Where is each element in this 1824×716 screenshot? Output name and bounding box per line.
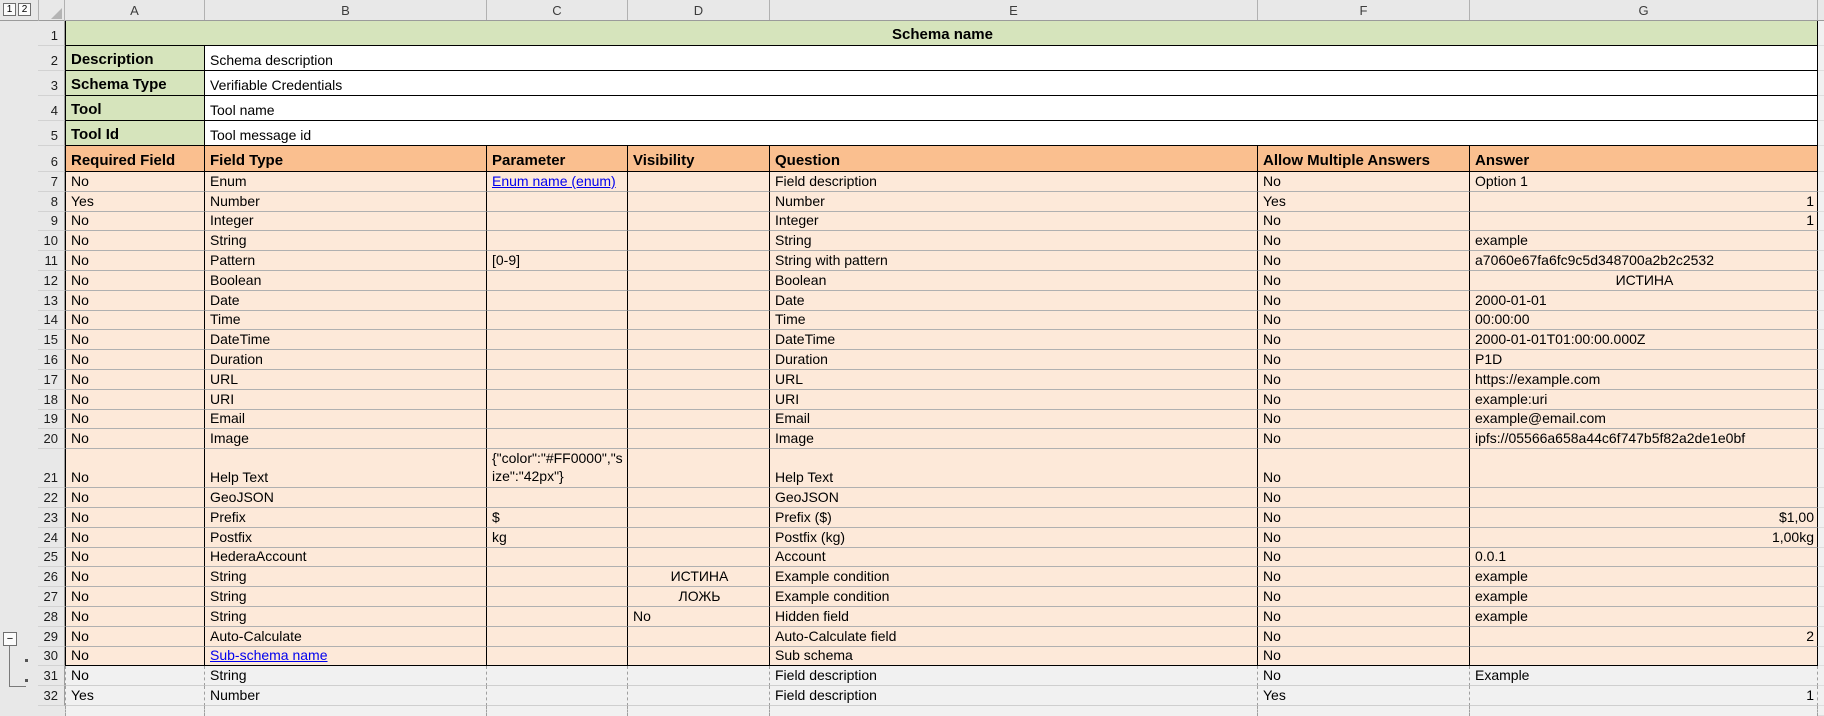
- cell-D16[interactable]: [628, 350, 770, 370]
- cell-E31[interactable]: Field description: [770, 666, 1258, 686]
- sheet-edge-strip: [1818, 706, 1824, 716]
- row-header-25[interactable]: 25: [38, 548, 65, 568]
- cell-B12[interactable]: Boolean: [205, 271, 487, 291]
- row-header-23[interactable]: 23: [38, 508, 65, 528]
- cell-D20[interactable]: [628, 429, 770, 449]
- cell-F29[interactable]: No: [1258, 627, 1470, 647]
- cell-D31[interactable]: [628, 666, 770, 686]
- cell-C11[interactable]: [0-9]: [487, 251, 628, 271]
- cell-A12[interactable]: No: [65, 271, 205, 291]
- row-header-17[interactable]: 17: [38, 370, 65, 390]
- cell-E20[interactable]: Image: [770, 429, 1258, 449]
- row-header-24[interactable]: 24: [38, 528, 65, 548]
- cell-A1-schema-name[interactable]: Schema name: [65, 21, 1818, 46]
- cell-B24[interactable]: Postfix: [205, 528, 487, 548]
- cell-D7[interactable]: [628, 172, 770, 192]
- cell-E11[interactable]: String with pattern: [770, 251, 1258, 271]
- cell-D27[interactable]: ЛОЖЬ: [628, 587, 770, 607]
- cell-G30[interactable]: [1470, 647, 1818, 667]
- cell-B29[interactable]: Auto-Calculate: [205, 627, 487, 647]
- sheet-edge-strip: [1818, 429, 1824, 449]
- sheet-background: [628, 706, 770, 716]
- sheet-edge-strip: [1818, 370, 1824, 390]
- cell-E32[interactable]: Field description: [770, 686, 1258, 706]
- row-header-14[interactable]: 14: [38, 311, 65, 331]
- cell-F22[interactable]: No: [1258, 488, 1470, 508]
- cell-F16[interactable]: No: [1258, 350, 1470, 370]
- row-header-12[interactable]: 12: [38, 271, 65, 291]
- cell-E15[interactable]: DateTime: [770, 330, 1258, 350]
- row-header-30[interactable]: 30: [38, 647, 65, 667]
- cell-B4[interactable]: Tool name: [205, 96, 1818, 121]
- cell-B16[interactable]: Duration: [205, 350, 487, 370]
- cell-E23[interactable]: Prefix ($): [770, 508, 1258, 528]
- cell-A23[interactable]: No: [65, 508, 205, 528]
- row-header-7[interactable]: 7: [38, 172, 65, 192]
- cell-G31[interactable]: Example: [1470, 666, 1818, 686]
- column-header-B[interactable]: B: [205, 0, 487, 20]
- cell-A24[interactable]: No: [65, 528, 205, 548]
- cell-E26[interactable]: Example condition: [770, 567, 1258, 587]
- sheet-edge-strip: [1818, 587, 1824, 607]
- cell-A21[interactable]: No: [65, 449, 205, 488]
- row-header-31[interactable]: 31: [38, 666, 65, 686]
- cell-G11[interactable]: a7060e67fa6fc9c5d348700a2b2c2532: [1470, 251, 1818, 271]
- cell-C28[interactable]: [487, 607, 628, 627]
- sheet-edge-strip: [1818, 488, 1824, 508]
- cell-B10[interactable]: String: [205, 231, 487, 251]
- outline-collapse-button[interactable]: −: [3, 632, 17, 646]
- cell-C20[interactable]: [487, 429, 628, 449]
- cell-E9[interactable]: Integer: [770, 212, 1258, 232]
- cell-D6-header[interactable]: Visibility: [628, 146, 770, 172]
- sheet-edge-strip: [1818, 647, 1824, 667]
- cell-F8[interactable]: Yes: [1258, 192, 1470, 212]
- sheet-edge-strip: [1818, 567, 1824, 587]
- cell-E8[interactable]: Number: [770, 192, 1258, 212]
- row-header-11[interactable]: 11: [38, 251, 65, 271]
- sheet-edge-strip: [1818, 528, 1824, 548]
- cell-B32[interactable]: Number: [205, 686, 487, 706]
- cell-G13[interactable]: 2000-01-01: [1470, 291, 1818, 311]
- sheet-edge-strip: [1818, 686, 1824, 706]
- cell-A4[interactable]: Tool: [65, 96, 205, 121]
- column-header-strip: [0, 0, 1824, 21]
- sheet-edge-strip: [1818, 271, 1824, 291]
- cell-D18[interactable]: [628, 390, 770, 410]
- column-header-G[interactable]: G: [1470, 0, 1818, 20]
- cell-A31[interactable]: No: [65, 666, 205, 686]
- cell-E24[interactable]: Postfix (kg): [770, 528, 1258, 548]
- cell-C31[interactable]: [487, 666, 628, 686]
- cell-D25[interactable]: [628, 548, 770, 568]
- cell-G25[interactable]: 0.0.1: [1470, 548, 1818, 568]
- cell-C15[interactable]: [487, 330, 628, 350]
- cell-E25[interactable]: Account: [770, 548, 1258, 568]
- sheet-background: [1470, 706, 1818, 716]
- sheet-edge-strip: [1818, 390, 1824, 410]
- cell-G7[interactable]: Option 1: [1470, 172, 1818, 192]
- cell-C27[interactable]: [487, 587, 628, 607]
- cell-G24[interactable]: 1,00kg: [1470, 528, 1818, 548]
- cell-B25[interactable]: HederaAccount: [205, 548, 487, 568]
- cell-B11[interactable]: Pattern: [205, 251, 487, 271]
- outline-level-1-button[interactable]: 1: [3, 3, 16, 16]
- row-header-16[interactable]: 16: [38, 350, 65, 370]
- cell-G16[interactable]: P1D: [1470, 350, 1818, 370]
- cell-B5[interactable]: Tool message id: [205, 121, 1818, 146]
- sheet-edge-strip: [1818, 311, 1824, 331]
- cell-D10[interactable]: [628, 231, 770, 251]
- cell-A8[interactable]: Yes: [65, 192, 205, 212]
- cell-A15[interactable]: No: [65, 330, 205, 350]
- cell-A27[interactable]: No: [65, 587, 205, 607]
- sheet-edge-strip: [1818, 212, 1824, 232]
- select-all-triangle-icon: [51, 8, 62, 19]
- cell-B3[interactable]: Verifiable Credentials: [205, 71, 1818, 96]
- cell-D26[interactable]: ИСТИНА: [628, 567, 770, 587]
- row-header-19[interactable]: 19: [38, 410, 65, 430]
- cell-C32[interactable]: [487, 686, 628, 706]
- cell-A25[interactable]: No: [65, 548, 205, 568]
- cell-C19[interactable]: [487, 410, 628, 430]
- cell-D29[interactable]: [628, 627, 770, 647]
- sheet-edge-strip: [1818, 508, 1824, 528]
- cell-C23[interactable]: $: [487, 508, 628, 528]
- cell-E22[interactable]: GeoJSON: [770, 488, 1258, 508]
- sheet-edge-strip: [1818, 291, 1824, 311]
- cell-F6-header[interactable]: Allow Multiple Answers: [1258, 146, 1470, 172]
- cell-A10[interactable]: No: [65, 231, 205, 251]
- row-header-22[interactable]: 22: [38, 488, 65, 508]
- cell-G23[interactable]: $1,00: [1470, 508, 1818, 528]
- cell-G17[interactable]: https://example.com: [1470, 370, 1818, 390]
- row-header-6[interactable]: 6: [38, 146, 65, 172]
- cell-G27[interactable]: example: [1470, 587, 1818, 607]
- cell-G32[interactable]: 1: [1470, 686, 1818, 706]
- cell-F25[interactable]: No: [1258, 548, 1470, 568]
- cell-G9[interactable]: 1: [1470, 212, 1818, 232]
- cell-D12[interactable]: [628, 271, 770, 291]
- cell-A11[interactable]: No: [65, 251, 205, 271]
- cell-A14[interactable]: No: [65, 311, 205, 331]
- cell-C7[interactable]: Enum name (enum): [487, 172, 628, 192]
- sheet-background: [65, 706, 205, 716]
- cell-A17[interactable]: No: [65, 370, 205, 390]
- sheet-edge-strip: [1818, 627, 1824, 647]
- cell-C16[interactable]: [487, 350, 628, 370]
- cell-D17[interactable]: [628, 370, 770, 390]
- sheet-edge-strip: [1818, 231, 1824, 251]
- sheet-background: [487, 706, 628, 716]
- cell-A26[interactable]: No: [65, 567, 205, 587]
- cell-F24[interactable]: No: [1258, 528, 1470, 548]
- cell-E21[interactable]: Help Text: [770, 449, 1258, 488]
- outline-bracket-foot: [9, 686, 26, 687]
- sheet-edge-strip: [1818, 607, 1824, 627]
- column-header-A[interactable]: A: [65, 0, 205, 20]
- cell-B20[interactable]: Image: [205, 429, 487, 449]
- cell-G19[interactable]: example@email.com: [1470, 410, 1818, 430]
- cell-C10[interactable]: [487, 231, 628, 251]
- cell-E28[interactable]: Hidden field: [770, 607, 1258, 627]
- cell-A5[interactable]: Tool Id: [65, 121, 205, 146]
- row-header-8[interactable]: 8: [38, 192, 65, 212]
- outline-bracket-line: [9, 646, 10, 686]
- sheet-edge-strip: [1818, 121, 1824, 146]
- cell-E13[interactable]: Date: [770, 291, 1258, 311]
- cell-A6-header[interactable]: Required Field: [65, 146, 205, 172]
- cell-C30[interactable]: [487, 647, 628, 667]
- cell-B6-header[interactable]: Field Type: [205, 146, 487, 172]
- cell-D28[interactable]: No: [628, 607, 770, 627]
- cell-B13[interactable]: Date: [205, 291, 487, 311]
- cell-F26[interactable]: No: [1258, 567, 1470, 587]
- row-header-5[interactable]: 5: [38, 121, 65, 146]
- cell-A32[interactable]: Yes: [65, 686, 205, 706]
- cell-G21[interactable]: [1470, 449, 1818, 488]
- cell-F10[interactable]: No: [1258, 231, 1470, 251]
- cell-G15[interactable]: 2000-01-01T01:00:00.000Z: [1470, 330, 1818, 350]
- cell-G6-header[interactable]: Answer: [1470, 146, 1818, 172]
- sheet-edge-strip: [1818, 172, 1824, 192]
- cell-F28[interactable]: No: [1258, 607, 1470, 627]
- cell-B23[interactable]: Prefix: [205, 508, 487, 528]
- cell-F12[interactable]: No: [1258, 271, 1470, 291]
- cell-F30[interactable]: No: [1258, 647, 1470, 667]
- cell-A29[interactable]: No: [65, 627, 205, 647]
- outline-level-2-button[interactable]: 2: [18, 3, 31, 16]
- row-header-18[interactable]: 18: [38, 390, 65, 410]
- row-header-9[interactable]: 9: [38, 212, 65, 232]
- sheet-background: [205, 706, 487, 716]
- cell-E16[interactable]: Duration: [770, 350, 1258, 370]
- row-header-15[interactable]: 15: [38, 330, 65, 350]
- cell-F11[interactable]: No: [1258, 251, 1470, 271]
- sheet-edge-strip: [1818, 192, 1824, 212]
- cell-F19[interactable]: No: [1258, 410, 1470, 430]
- cell-A13[interactable]: No: [65, 291, 205, 311]
- cell-C14[interactable]: [487, 311, 628, 331]
- select-all-corner[interactable]: [38, 0, 65, 21]
- row-header-13[interactable]: 13: [38, 291, 65, 311]
- cell-A7[interactable]: No: [65, 172, 205, 192]
- sheet-edge-strip: [1818, 46, 1824, 71]
- cell-B14[interactable]: Time: [205, 311, 487, 331]
- row-header-26[interactable]: 26: [38, 567, 65, 587]
- row-header-32[interactable]: 32: [38, 686, 65, 706]
- sheet-edge-strip: [1818, 449, 1824, 488]
- row-header-27[interactable]: 27: [38, 587, 65, 607]
- cell-G14[interactable]: 00:00:00: [1470, 311, 1818, 331]
- cell-D19[interactable]: [628, 410, 770, 430]
- row-header-4[interactable]: 4: [38, 96, 65, 121]
- column-header-D[interactable]: D: [628, 0, 770, 20]
- cell-C22[interactable]: [487, 488, 628, 508]
- cell-F17[interactable]: No: [1258, 370, 1470, 390]
- sheet-edge-strip: [1818, 96, 1824, 121]
- cell-A16[interactable]: No: [65, 350, 205, 370]
- outline-dot: [25, 679, 28, 682]
- cell-F32[interactable]: Yes: [1258, 686, 1470, 706]
- cell-D13[interactable]: [628, 291, 770, 311]
- cell-G20[interactable]: ipfs://05566a658a44c6f747b5f82a2de1e0bf: [1470, 429, 1818, 449]
- cell-G29[interactable]: 2: [1470, 627, 1818, 647]
- column-header-F[interactable]: F: [1258, 0, 1470, 20]
- cell-C13[interactable]: [487, 291, 628, 311]
- cell-D23[interactable]: [628, 508, 770, 528]
- cell-C9[interactable]: [487, 212, 628, 232]
- cell-B8[interactable]: Number: [205, 192, 487, 212]
- cell-D9[interactable]: [628, 212, 770, 232]
- row-header-2[interactable]: 2: [38, 46, 65, 71]
- cell-D32[interactable]: [628, 686, 770, 706]
- sheet-edge-strip: [1818, 410, 1824, 430]
- cell-E27[interactable]: Example condition: [770, 587, 1258, 607]
- column-header-C[interactable]: C: [487, 0, 628, 20]
- cell-C12[interactable]: [487, 271, 628, 291]
- cell-E14[interactable]: Time: [770, 311, 1258, 331]
- cell-D21[interactable]: [628, 449, 770, 488]
- cell-E6-header[interactable]: Question: [770, 146, 1258, 172]
- cell-G12[interactable]: ИСТИНА: [1470, 271, 1818, 291]
- cell-B27[interactable]: String: [205, 587, 487, 607]
- cell-E17[interactable]: URL: [770, 370, 1258, 390]
- cell-E7[interactable]: Field description: [770, 172, 1258, 192]
- outline-dot: [25, 659, 28, 662]
- row-header-28[interactable]: 28: [38, 607, 65, 627]
- cell-E19[interactable]: Email: [770, 410, 1258, 430]
- sheet-background: [770, 706, 1258, 716]
- cell-B19[interactable]: Email: [205, 410, 487, 430]
- cell-C24[interactable]: kg: [487, 528, 628, 548]
- cell-C21[interactable]: {"color":"#FF0000","size":"42px"}: [487, 449, 628, 488]
- sheet-edge-strip: [1818, 548, 1824, 568]
- cell-B2[interactable]: Schema description: [205, 46, 1818, 71]
- sheet-edge-strip: [1818, 666, 1824, 686]
- cell-G26[interactable]: example: [1470, 567, 1818, 587]
- cell-F21[interactable]: No: [1258, 449, 1470, 488]
- cell-D11[interactable]: [628, 251, 770, 271]
- cell-B26[interactable]: String: [205, 567, 487, 587]
- cell-B22[interactable]: GeoJSON: [205, 488, 487, 508]
- cell-F23[interactable]: No: [1258, 508, 1470, 528]
- row-header-10[interactable]: 10: [38, 231, 65, 251]
- row-header-29[interactable]: 29: [38, 627, 65, 647]
- cell-A28[interactable]: No: [65, 607, 205, 627]
- sheet-background: [1258, 706, 1470, 716]
- cell-E10[interactable]: String: [770, 231, 1258, 251]
- cell-C18[interactable]: [487, 390, 628, 410]
- cell-G8[interactable]: 1: [1470, 192, 1818, 212]
- row-header-3[interactable]: 3: [38, 71, 65, 96]
- cell-G28[interactable]: example: [1470, 607, 1818, 627]
- cell-D22[interactable]: [628, 488, 770, 508]
- cell-A18[interactable]: No: [65, 390, 205, 410]
- cell-C6-header[interactable]: Parameter: [487, 146, 628, 172]
- sheet-edge-strip: [1818, 330, 1824, 350]
- cell-F27[interactable]: No: [1258, 587, 1470, 607]
- cell-B30[interactable]: Sub-schema name: [205, 647, 487, 667]
- cell-G18[interactable]: example:uri: [1470, 390, 1818, 410]
- cell-D14[interactable]: [628, 311, 770, 331]
- cell-A2[interactable]: Description: [65, 46, 205, 71]
- cell-E12[interactable]: Boolean: [770, 271, 1258, 291]
- cell-D30[interactable]: [628, 647, 770, 667]
- cell-D8[interactable]: [628, 192, 770, 212]
- cell-G22[interactable]: [1470, 488, 1818, 508]
- cell-F7[interactable]: No: [1258, 172, 1470, 192]
- cell-B28[interactable]: String: [205, 607, 487, 627]
- sheet-edge-strip: [1818, 21, 1824, 46]
- cell-C17[interactable]: [487, 370, 628, 390]
- cell-B31[interactable]: String: [205, 666, 487, 686]
- cell-F20[interactable]: No: [1258, 429, 1470, 449]
- cell-A30[interactable]: No: [65, 647, 205, 667]
- cell-C25[interactable]: [487, 548, 628, 568]
- cell-A20[interactable]: No: [65, 429, 205, 449]
- column-header-E[interactable]: E: [770, 0, 1258, 20]
- cell-A19[interactable]: No: [65, 410, 205, 430]
- cell-F9[interactable]: No: [1258, 212, 1470, 232]
- cell-A3[interactable]: Schema Type: [65, 71, 205, 96]
- sheet-edge-strip: [1818, 71, 1824, 96]
- cell-F15[interactable]: No: [1258, 330, 1470, 350]
- cell-A22[interactable]: No: [65, 488, 205, 508]
- cell-E18[interactable]: URI: [770, 390, 1258, 410]
- sheet-edge-strip: [1818, 350, 1824, 370]
- cell-D15[interactable]: [628, 330, 770, 350]
- cell-C8[interactable]: [487, 192, 628, 212]
- cell-D24[interactable]: [628, 528, 770, 548]
- sheet-edge-strip: [1818, 146, 1824, 172]
- cell-A9[interactable]: No: [65, 212, 205, 232]
- cell-B7[interactable]: Enum: [205, 172, 487, 192]
- cell-F31[interactable]: No: [1258, 666, 1470, 686]
- cell-F14[interactable]: No: [1258, 311, 1470, 331]
- cell-B21[interactable]: Help Text: [205, 449, 487, 488]
- cell-E30[interactable]: Sub schema: [770, 647, 1258, 667]
- cell-C26[interactable]: [487, 567, 628, 587]
- cell-B15[interactable]: DateTime: [205, 330, 487, 350]
- cell-C29[interactable]: [487, 627, 628, 647]
- row-header-21[interactable]: 21: [38, 449, 65, 488]
- cell-B17[interactable]: URL: [205, 370, 487, 390]
- cell-F18[interactable]: No: [1258, 390, 1470, 410]
- sheet-edge-strip: [1818, 251, 1824, 271]
- row-header-1[interactable]: 1: [38, 21, 65, 46]
- cell-E29[interactable]: Auto-Calculate field: [770, 627, 1258, 647]
- cell-B18[interactable]: URI: [205, 390, 487, 410]
- cell-B9[interactable]: Integer: [205, 212, 487, 232]
- cell-G10[interactable]: example: [1470, 231, 1818, 251]
- row-header-20[interactable]: 20: [38, 429, 65, 449]
- cell-F13[interactable]: No: [1258, 291, 1470, 311]
